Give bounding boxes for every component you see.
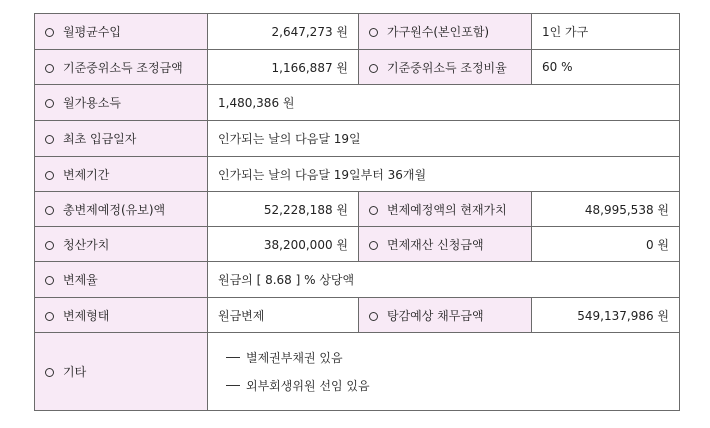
label-median-income-amount: 기준중위소득 조정금액 <box>35 50 208 85</box>
circle-bullet-icon <box>369 241 378 250</box>
row-repayment-rate <box>35 262 680 298</box>
value-median-income-amount: 1,166,887 원 <box>208 50 359 85</box>
value-disposable-income: 1,480,386 원 <box>208 85 680 121</box>
dash-icon <box>226 385 240 386</box>
value-present-value: 48,995,538 원 <box>532 192 680 227</box>
label-repayment-rate: 변제율 <box>35 262 208 298</box>
label-liquidation-value: 청산가치 <box>35 227 208 262</box>
circle-bullet-icon <box>369 64 378 73</box>
label-repayment-period: 변제기간 <box>35 157 208 192</box>
label-first-payment-date: 최초 입금일자 <box>35 121 208 157</box>
circle-bullet-icon <box>45 276 54 285</box>
row-disposable-income <box>35 85 680 121</box>
circle-bullet-icon <box>369 28 378 37</box>
value-other-notes <box>208 333 680 411</box>
note-item: 외부회생위원 선임 있음 <box>218 372 669 400</box>
circle-bullet-icon <box>45 99 54 108</box>
label-disposable-income: 월가용소득 <box>35 85 208 121</box>
row-liquidation-value <box>35 227 680 262</box>
value-median-income-ratio: 60 % <box>532 50 680 85</box>
row-monthly-income <box>35 14 680 50</box>
dash-icon <box>226 357 240 358</box>
circle-bullet-icon <box>45 171 54 180</box>
value-repayment-rate: 원금의 [ 8.68 ] % 상당액 <box>208 262 680 298</box>
note-item: 별제권부채권 있음 <box>218 344 669 372</box>
row-median-income <box>35 50 680 85</box>
circle-bullet-icon <box>45 64 54 73</box>
circle-bullet-icon <box>369 206 378 215</box>
value-first-payment-date: 인가되는 날의 다음달 19일 <box>208 121 680 157</box>
circle-bullet-icon <box>45 206 54 215</box>
row-other <box>35 333 680 411</box>
circle-bullet-icon <box>45 28 54 37</box>
debt-repayment-summary-table <box>34 13 680 411</box>
label-expected-debt-relief: 탕감예상 채무금액 <box>359 298 532 333</box>
circle-bullet-icon <box>369 312 378 321</box>
label-household-size: 가구원수(본인포함) <box>359 14 532 50</box>
label-total-repayment: 총변제예정(유보)액 <box>35 192 208 227</box>
label-other: 기타 <box>35 333 208 411</box>
row-total-repayment <box>35 192 680 227</box>
circle-bullet-icon <box>45 368 54 377</box>
value-exempt-property: 0 원 <box>532 227 680 262</box>
label-monthly-income: 월평균수입 <box>35 14 208 50</box>
value-expected-debt-relief: 549,137,986 원 <box>532 298 680 333</box>
value-total-repayment: 52,228,188 원 <box>208 192 359 227</box>
circle-bullet-icon <box>45 241 54 250</box>
circle-bullet-icon <box>45 312 54 321</box>
value-monthly-income: 2,647,273 원 <box>208 14 359 50</box>
row-repayment-period <box>35 157 680 192</box>
label-exempt-property: 면제재산 신청금액 <box>359 227 532 262</box>
label-present-value: 변제예정액의 현재가치 <box>359 192 532 227</box>
circle-bullet-icon <box>45 135 54 144</box>
value-liquidation-value: 38,200,000 원 <box>208 227 359 262</box>
label-median-income-ratio: 기준중위소득 조정비율 <box>359 50 532 85</box>
value-repayment-period: 인가되는 날의 다음달 19일부터 36개월 <box>208 157 680 192</box>
row-repayment-type <box>35 298 680 333</box>
label-repayment-type: 변제형태 <box>35 298 208 333</box>
row-first-payment-date <box>35 121 680 157</box>
value-household-size: 1인 가구 <box>532 14 680 50</box>
value-repayment-type: 원금변제 <box>208 298 359 333</box>
